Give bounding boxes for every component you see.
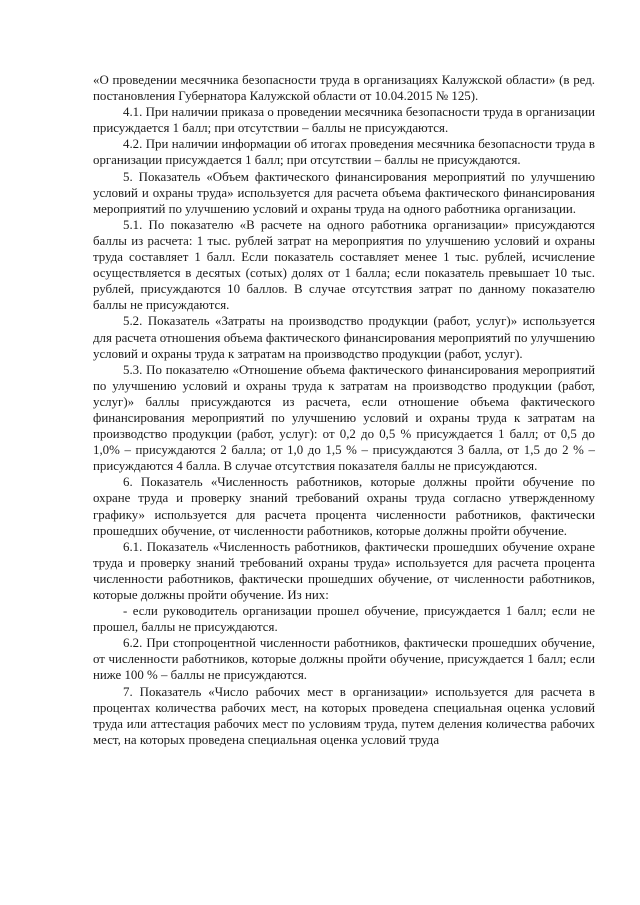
paragraph-5: 5. Показатель «Объем фактического финансирования мероприятий по улучшению условий и охраны труда» используется для расчета объема фактического финансирования мероприятий по улучшению условий и охраны труда на одного работника организации. [93, 169, 595, 216]
paragraph-6: 6. Показатель «Численность работников, которые должны пройти обучение по охране труда и проверку знаний требований охраны труда согласно утвержденному графику» используется для расчета процента численности работников, фактически прошедших обучение, от численности работников, которые должны пройти обучение. [93, 475, 595, 538]
paragraph-6-2: 6.2. При стопроцентной численности работников, фактически прошедших обучение, от численности работников, которые должны пройти обучение, присуждается 1 балл; если ниже 100 % – баллы не присуждаются. [93, 636, 595, 683]
paragraph-4-2: 4.2. При наличии информации об итогах проведения месячника безопасности труда в организации присуждается 1 балл; при отсутствии – баллы не присуждаются. [93, 137, 595, 168]
paragraph-5-1: 5.1. По показателю «В расчете на одного работника организации» присуждаются баллы из расчета: 1 тыс. рублей затрат на мероприятия по улучшению условий и охраны труда составляет 1 балл. Если показатель составляет менее 1 тыс. рублей, исчисление осуществляется в десятых (сотых) долях от 1 балла; если показатель превышает 10 тыс. рублей, присуждаются 10 баллов. В случае отсутствия затрат по данному показателю баллы не присуждаются. [93, 217, 595, 313]
paragraph-7: 7. Показатель «Число рабочих мест в организации» используется для расчета в процентах количества рабочих мест, на которых проведена специальная оценка условий труда или аттестация рабочих мест по условиям труда, путем деления количества рабочих мест, на которых проведена специальная оценка условий труда [93, 684, 595, 747]
paragraph-6-1: 6.1. Показатель «Численность работников, фактически прошедших обучение охране труда и проверку знаний требований охраны труда» используется для расчета процента численности работников, фактически прошедших обучение, от численности работников, которые должны пройти обучение. Из них: [93, 539, 595, 602]
paragraph-4-1: 4.1. При наличии приказа о проведении месячника безопасности труда в организации присуждается 1 балл; при отсутствии – баллы не присуждаются. [93, 105, 595, 136]
paragraph-5-2: 5.2. Показатель «Затраты на производство продукции (работ, услуг)» используется для расчета отношения объема фактического финансирования мероприятий по улучшению условий и охраны труда к затратам на производство продукции (работ, услуг). [93, 314, 595, 361]
paragraph-decree-reference: «О проведении месячника безопасности труда в организациях Калужской области» (в ред. постановления Губернатора Калужской области от 10.04.2015 № 125). [93, 73, 595, 104]
paragraph-6-1-list-item: - если руководитель организации прошел обучение, присуждается 1 балл; если не прошел, баллы не присуждаются. [93, 604, 595, 635]
document-body [93, 72, 595, 748]
paragraph-5-3: 5.3. По показателю «Отношение объема фактического финансирования мероприятий по улучшению условий и охраны труда к затратам на производство продукции (работ, услуг)» баллы присуждаются из расчета, если отношение объема фактического финансирования мероприятий по улучшению условий и охраны труда к затратам на производство продукции (работ, услуг): от 0,2 до 0,5 % присуждается 1 балл; от 0,5 до 1,0% – присуждаются 2 балла; от 1,0 до 1,5 % – присуждаются 3 балла, от 1,5 до 2 % – присуждаются 4 балла. В случае отсутствия показателя баллы не присуждаются. [93, 362, 595, 474]
